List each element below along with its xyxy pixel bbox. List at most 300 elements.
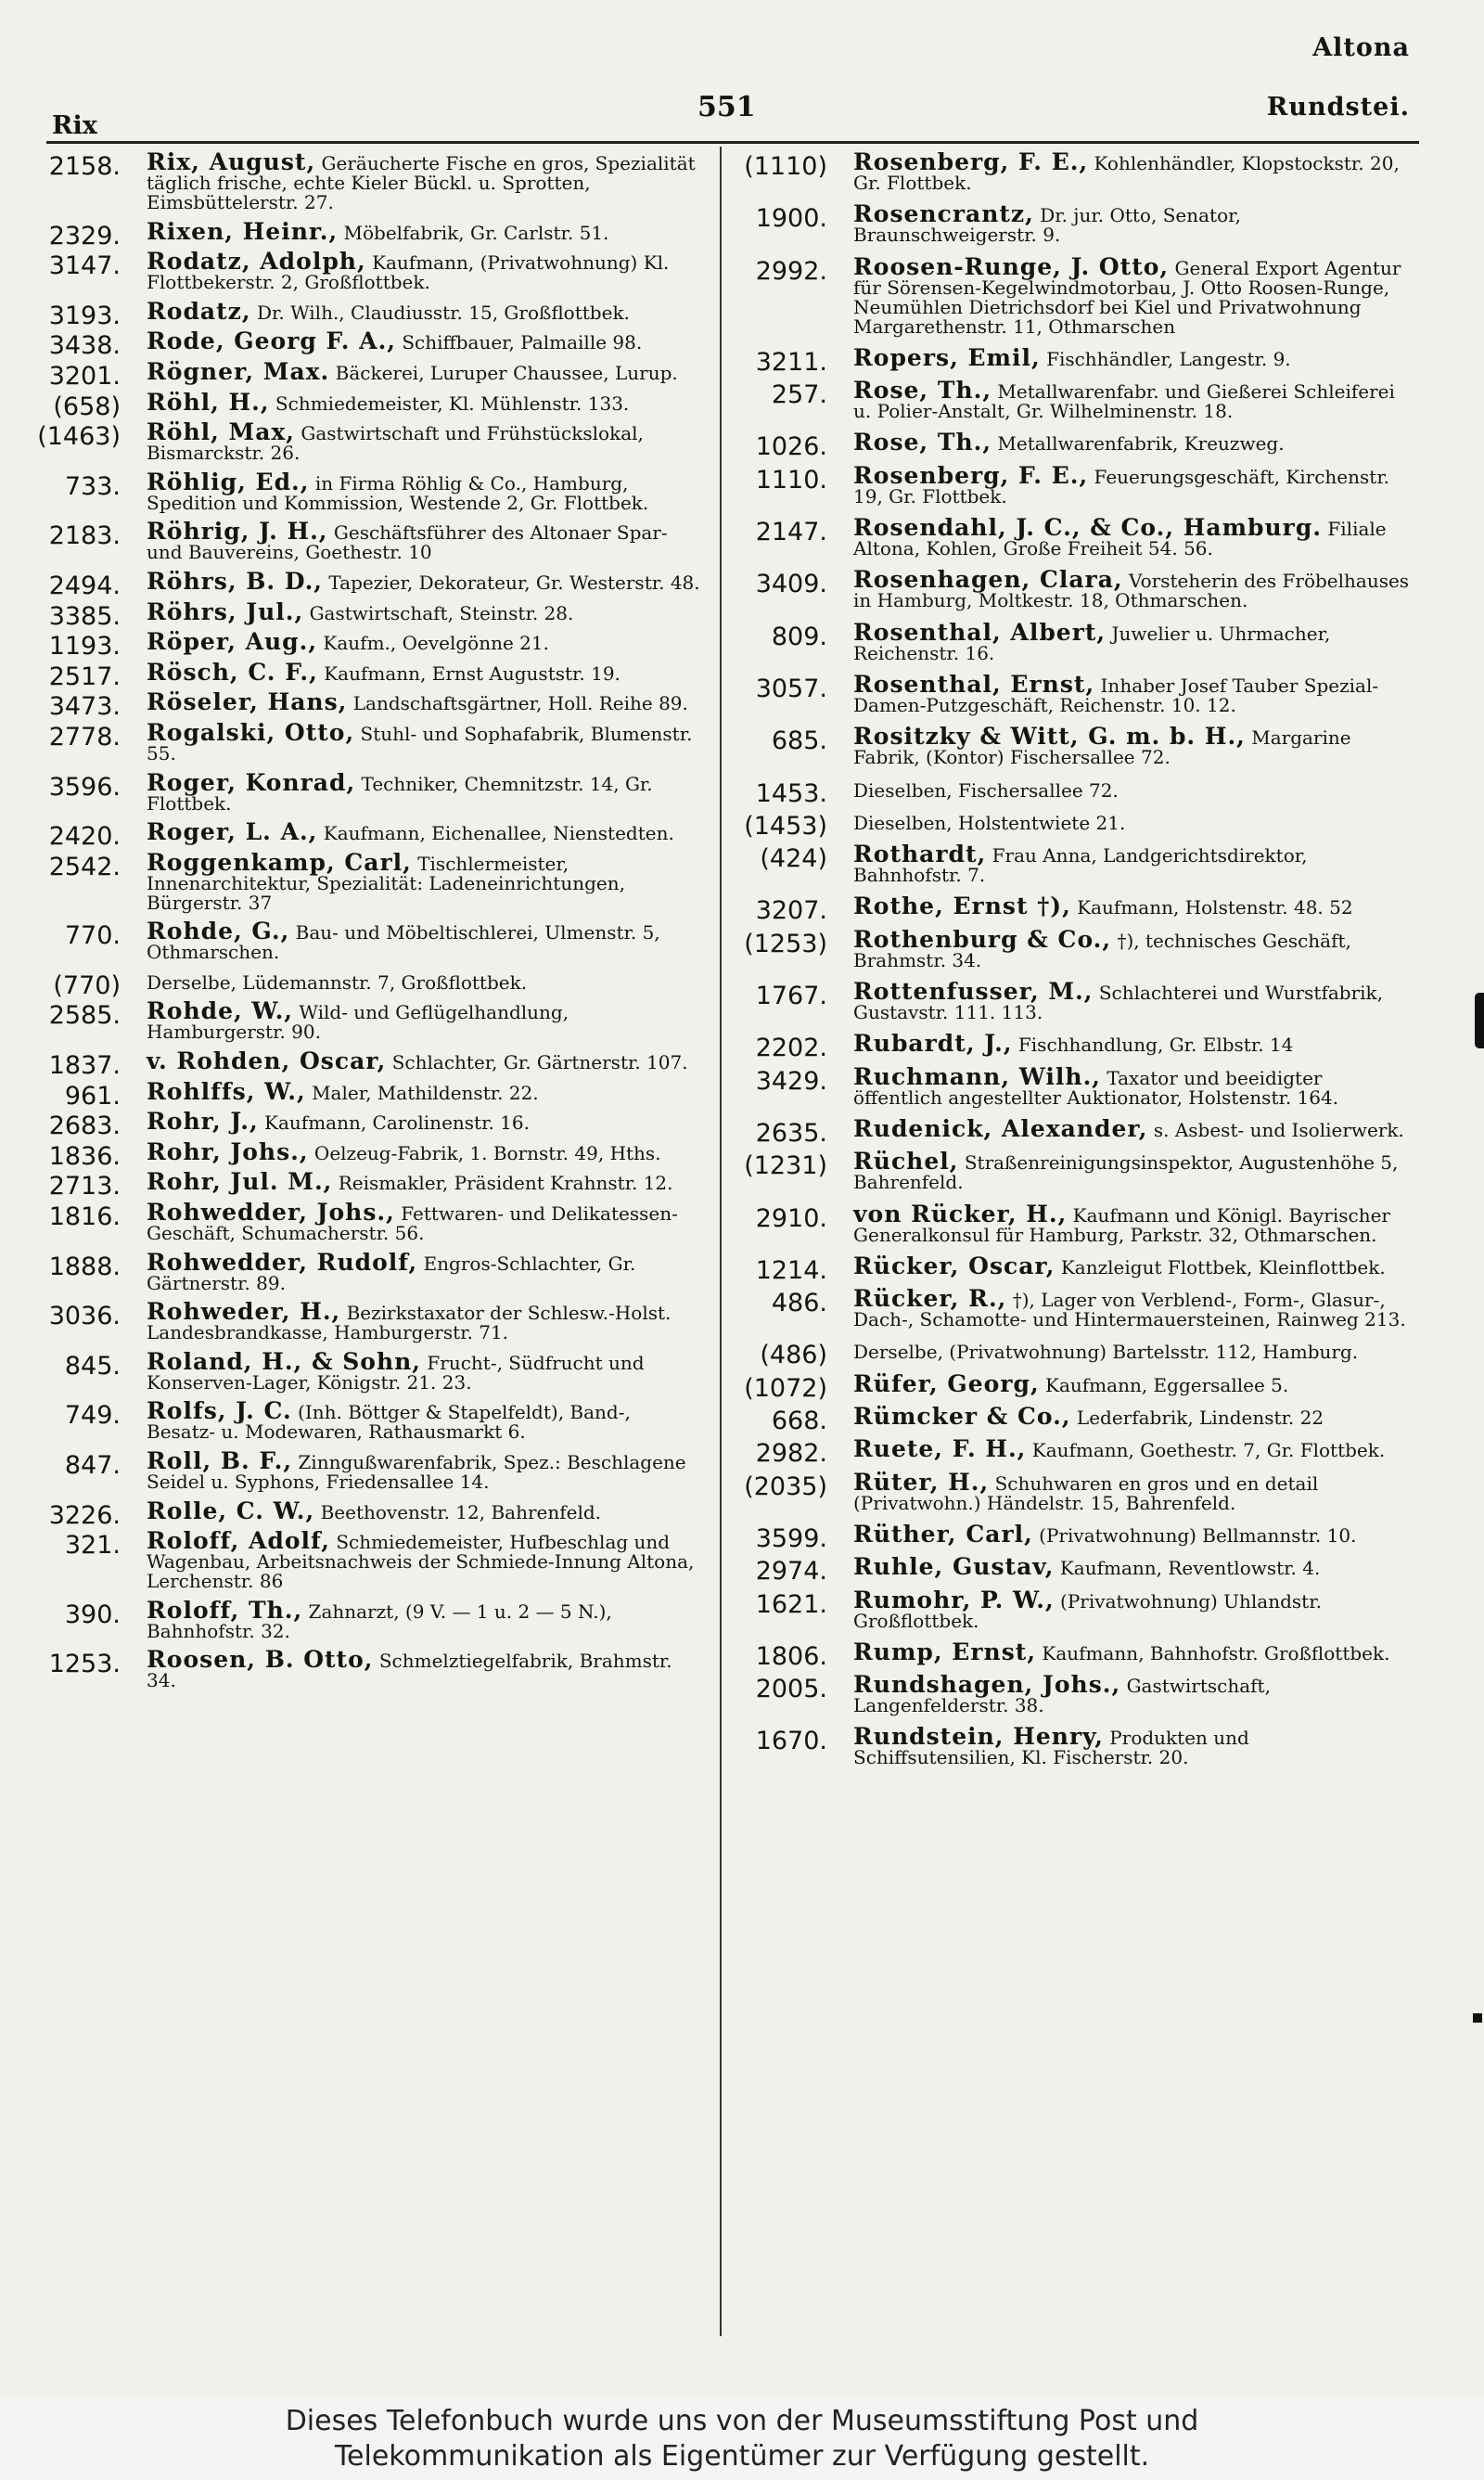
phone-number: 1110. [755,465,827,495]
entry-text [853,1671,1412,1717]
subscriber-name: Röhrig, J. H., [147,518,328,546]
entry-text [147,388,705,416]
phone-number: 3226. [48,1500,121,1530]
phone-number: 2420. [48,822,121,852]
entry-text [853,1468,1412,1514]
subscriber-name: Ruchmann, Wilh., [853,1062,1101,1090]
subscriber-details: Geräucherte Fische en gros, Spezialität täglich frische, echte Kieler Bückl. u. Sprotten, Eimsbüttelerstr. 27. [147,152,696,213]
entry-text [853,1341,1412,1362]
header-page-number: 551 [697,91,756,123]
directory-entry [735,778,1412,808]
subscriber-details: Schuhwaren en gros und en detail (Privatwohn.) Händelstr. 15, Bahrenfeld. [853,1471,1319,1514]
phone-number: 809. [771,622,827,651]
entry-text [853,1586,1412,1632]
directory-entry [735,978,1412,1024]
subscriber-details: Gastwirtschaft, Steinstr. 28. [309,601,574,624]
subscriber-details: Reismakler, Präsident Krahnstr. 12. [338,1172,673,1195]
phone-number: 961. [64,1081,121,1111]
directory-entry [28,1137,705,1171]
phone-number: 3057. [755,674,827,703]
phone-number: 2202. [755,1034,827,1063]
phone-number: 3211. [755,347,827,377]
subscriber-name: Rosendahl, J. C., & Co., Hamburg. [853,514,1323,542]
entry-text [853,1553,1412,1581]
entry-text [147,1047,705,1075]
phone-number: 2683. [48,1112,121,1141]
directory-entry [735,1468,1412,1514]
subscriber-details: Kaufmann, Holstenstr. 48. 52 [1077,896,1353,919]
phone-number: (1231) [744,1151,827,1181]
entry-text [853,1148,1412,1194]
directory-entry [28,768,705,815]
directory-entry [28,628,705,662]
subscriber-details: Fettwaren- und Delikatessen-Geschäft, Schumacherstr. 56. [147,1202,678,1245]
entry-text [147,848,705,914]
subscriber-name: Röhl, H., [147,388,270,416]
subscriber-details: Derselbe, (Privatwohnung) Bartelsstr. 112, Hamburg. [853,1341,1359,1364]
subscriber-details: Metallwarenfabr. und Gießerei Schleiferei u. Polier-Anstalt, Gr. Wilhelminenstr. 18. [853,380,1395,423]
directory-entry [28,518,705,564]
entry-text [853,670,1412,716]
phone-number: 2713. [48,1172,121,1201]
subscriber-details: Wild- und Geflügelhandlung, Hamburgerstr. 90. [147,1001,569,1044]
subscriber-details: Juwelier u. Uhrmacher, Reichenstr. 16. [853,622,1331,664]
directory-entry [28,598,705,631]
phone-number: (770) [53,970,121,1000]
subscriber-name: Rump, Ernst, [853,1638,1037,1665]
directory-entry [28,658,705,691]
directory-entry [28,468,705,514]
directory-entry [735,566,1412,612]
phone-number: 1253. [48,1650,121,1679]
subscriber-details: Geschäftsführer des Altonaer Spar- und Bauvereins, Goethestr. 10 [147,521,668,564]
subscriber-details: Lederfabrik, Lindenstr. 22 [1076,1407,1324,1430]
phone-number: 2147. [755,518,827,547]
subscriber-details: Kaufmann, Carolinenstr. 16. [264,1112,530,1135]
subscriber-details: Landschaftsgärtner, Holl. Reihe 89. [352,692,688,715]
entry-text [147,971,705,993]
subscriber-name: Röhlig, Ed., [147,468,310,495]
subscriber-details: Dieselben, Fischersallee 72. [853,778,1119,802]
directory-entry [735,1435,1412,1469]
subscriber-details: Tapezier, Dekorateur, Gr. Westerstr. 48. [328,571,700,594]
entry-text [147,768,705,815]
phone-number: 749. [64,1401,121,1431]
entry-text [147,818,705,846]
phone-number: 2778. [48,722,121,752]
entry-text [853,1030,1412,1058]
phone-number: 3201. [48,361,121,391]
subscriber-name: Rosencrantz, [853,200,1034,228]
phone-number: 1767. [755,982,827,1011]
entry-text [147,1497,705,1524]
entry-text [147,1077,705,1105]
subscriber-details: Kaufmann, Bahnhofstr. Großflottbek. [1042,1641,1390,1664]
subscriber-name: Rottenfusser, M., [853,978,1094,1006]
entry-text [853,618,1412,664]
directory-entry [28,1047,705,1081]
entry-text [147,1596,705,1642]
phone-number: 2585. [48,1001,121,1031]
subscriber-details: General Export Agentur für Sörensen-Kegelwindmotorbau, J. Otto Roosen-Runge, Neumühlen Dietrichsdorf bei Kiel und Privatwohnung Margarethenstr. 11, Othmarschen [853,256,1401,338]
subscriber-details: Kohlenhändler, Klopstockstr. 20, Gr. Flottbek. [853,152,1400,194]
subscriber-name: Rosenthal, Albert, [853,618,1107,646]
subscriber-details: Dieselben, Holstentwiete 21. [853,811,1126,834]
entry-text [853,200,1412,247]
entry-text [147,598,705,625]
subscriber-details: Kaufmann, Goethestr. 7, Gr. Flottbek. [1031,1439,1386,1462]
directory-entry [735,1341,1412,1370]
entry-text [147,328,705,355]
footer-notice [0,2398,1484,2480]
entry-text [853,1520,1412,1548]
phone-number: 1888. [48,1252,121,1281]
entry-text [147,468,705,514]
subscriber-name: Rohde, G., [147,918,290,945]
subscriber-details: Beethovenstr. 12, Bahrenfeld. [320,1500,602,1523]
directory-entry [735,1723,1412,1769]
subscriber-name: Ruhle, Gustav, [853,1553,1055,1581]
footer-line-1: Dieses Telefonbuch wurde uns von der Museumsstiftung Post und [285,2405,1199,2437]
subscriber-details: Dr. jur. Otto, Senator, Braunschweigerstr. 9. [853,204,1241,247]
directory-entry [735,1586,1412,1632]
entry-text [147,1447,705,1493]
phone-number: (2035) [744,1471,827,1501]
phone-number: (486) [760,1341,827,1370]
entry-text [853,252,1412,338]
entry-text [853,514,1412,560]
entry-text [853,978,1412,1024]
subscriber-details: Inhaber Josef Tauber Spezial-Damen-Putzgeschäft, Reichenstr. 10. 12. [853,674,1379,716]
directory-entry [28,1077,705,1111]
subscriber-name: Rüchel, [853,1148,959,1176]
phone-number: 3207. [755,896,827,926]
subscriber-details: Frucht-, Südfrucht und Konserven-Lager, Königstr. 21. 23. [147,1351,645,1394]
subscriber-name: Rothe, Ernst †), [853,893,1071,920]
entry-text [853,1638,1412,1665]
phone-number: 1837. [48,1051,121,1081]
subscriber-details: in Firma Röhlig & Co., Hamburg, Spedition und Kommission, Westende 2, Gr. Flottbek. [147,471,649,514]
subscriber-name: Rogalski, Otto, [147,718,355,746]
header-region: Altona [1312,33,1410,62]
phone-number: (658) [53,392,121,421]
subscriber-name: Rolle, C. W., [147,1497,315,1524]
entry-text [147,1347,705,1394]
phone-number: 2005. [755,1675,827,1704]
entry-text [147,718,705,765]
directory-entry [28,1397,705,1444]
directory-entry [28,1497,705,1530]
subscriber-name: Rosenhagen, Clara, [853,566,1123,594]
directory-entry [28,1298,705,1344]
directory-entry [735,1638,1412,1671]
directory-entry [735,1671,1412,1717]
entry-text [853,1723,1412,1769]
directory-entry [735,1030,1412,1063]
subscriber-name: Rosenberg, F. E., [853,148,1089,175]
directory-entry [735,1403,1412,1436]
directory-entry [28,567,705,600]
phone-number: 3473. [48,692,121,722]
subscriber-details: Kaufmann, Ernst Auguststr. 19. [324,662,620,685]
directory-entry [735,1520,1412,1553]
margin-mark [1475,993,1484,1048]
subscriber-name: Rodatz, Adolph, [147,248,366,276]
subscriber-name: Rohwedder, Rudolf, [147,1248,418,1276]
phone-number: (1463) [37,422,121,452]
subscriber-name: Rundstein, Henry, [853,1723,1104,1751]
entry-text [147,658,705,686]
subscriber-name: Rositzky & Witt, G. m. b. H., [853,723,1246,751]
subscriber-details: Gastwirtschaft, Langenfelderstr. 38. [853,1675,1271,1717]
phone-number: 770. [64,921,121,951]
entry-text [853,1062,1412,1109]
subscriber-details: Kaufmann, Eichenallee, Nienstedten. [323,822,674,845]
subscriber-name: Roger, Konrad, [147,768,356,796]
entry-text [147,217,705,245]
subscriber-name: Rosenberg, F. E., [853,461,1089,489]
phone-number: 1193. [48,632,121,662]
subscriber-details: (Privatwohnung) Uhlandstr. Großflottbek. [853,1589,1322,1632]
entry-text [853,723,1412,769]
subscriber-name: Röhrs, Jul., [147,598,304,625]
subscriber-name: v. Rohden, Oscar, [147,1047,387,1075]
phone-number: 390. [64,1600,121,1629]
phone-number: (1453) [744,811,827,841]
phone-number: 2992. [755,256,827,286]
directory-entry [735,1062,1412,1109]
subscriber-name: Rode, Georg F. A., [147,328,396,355]
entry-text [853,1285,1412,1331]
directory-entry [735,1114,1412,1148]
directory-entry [28,1596,705,1642]
subscriber-details: Bau- und Möbeltischlerei, Ulmenstr. 5, Othmarschen. [147,921,660,964]
subscriber-details: Kaufm., Oevelgönne 21. [323,632,549,655]
entry-text [147,418,705,465]
subscriber-details: †), Lager von Verblend-, Form-, Glasur-, Dach-, Schamotte- und Hintermauersteinen, Rainweg 213. [853,1289,1406,1331]
subscriber-name: Roosen, B. Otto, [147,1646,374,1674]
directory-entry [735,252,1412,338]
phone-number: 2974. [755,1557,827,1587]
directory-entry [28,248,705,294]
directory-entry [735,841,1412,887]
phone-number: 257. [771,380,827,410]
phone-number: 1900. [755,204,827,234]
subscriber-name: Rix, August, [147,148,316,175]
subscriber-details: Zinngußwarenfabrik, Spez.: Beschlagene Seidel u. Syphons, Friedensallee 14. [147,1451,686,1493]
subscriber-name: Ruete, F. H., [853,1435,1027,1463]
subscriber-name: Roosen-Runge, J. Otto, [853,252,1170,280]
subscriber-details: Derselbe, Lüdemannstr. 7, Großflottbek. [147,970,528,994]
phone-number: 3438. [48,331,121,361]
subscriber-details: Taxator und beeidigter öffentlich angestellter Auktionator, Holstenstr. 164. [853,1066,1339,1109]
entry-text [853,461,1412,508]
entry-text [147,148,705,213]
phone-number: 3147. [48,251,121,281]
column-divider [720,147,722,2336]
subscriber-details: Metallwarenfabrik, Kreuzweg. [997,432,1285,456]
phone-number: 3036. [48,1302,121,1331]
phone-number: 668. [771,1407,827,1436]
subscriber-name: Rothardt, [853,841,987,868]
directory-entry [735,1252,1412,1285]
entry-text [853,1369,1412,1397]
subscriber-name: Roger, L. A., [147,818,318,846]
subscriber-name: Rundshagen, Johs., [853,1671,1121,1699]
subscriber-name: Rubardt, J., [853,1030,1013,1058]
phone-number: 1453. [755,778,827,808]
phone-number: 3193. [48,301,121,330]
subscriber-details: Schiffbauer, Palmaille 98. [402,331,643,354]
subscriber-details: Produkten und Schiffsutensilien, Kl. Fischerstr. 20. [853,1727,1249,1769]
phone-number: 845. [64,1351,121,1381]
directory-entry [735,429,1412,462]
phone-number: 2517. [48,662,121,691]
directory-entry [735,514,1412,560]
subscriber-name: Rodatz, [147,297,251,325]
subscriber-name: Rümcker & Co., [853,1403,1071,1431]
directory-entry [28,388,705,421]
subscriber-name: Roland, H., & Sohn, [147,1347,422,1375]
directory-entry [28,1527,705,1593]
entry-text [853,841,1412,887]
left-column [28,148,705,1700]
phone-number: 1026. [755,432,827,462]
entry-text [147,628,705,656]
phone-number: 685. [771,726,827,756]
directory-entry [28,1199,705,1245]
header-right-guide-word: Rundstei. [1266,93,1410,122]
entry-text [853,1403,1412,1431]
subscriber-details: Bäckerei, Luruper Chaussee, Lurup. [335,361,678,384]
entry-text [853,1435,1412,1463]
entry-text [853,148,1412,194]
phone-number: 1670. [755,1727,827,1756]
phone-number: (1072) [744,1373,827,1403]
subscriber-details: Oelzeug-Fabrik, 1. Bornstr. 49, Hths. [313,1141,661,1164]
phone-number: 2542. [48,852,121,881]
entry-text [853,779,1412,801]
phone-number: 2635. [755,1118,827,1148]
subscriber-name: Röhrs, B. D., [147,567,324,595]
subscriber-name: Rose, Th., [853,429,992,456]
phone-number: 3409. [755,570,827,599]
subscriber-details: †), technisches Geschäft, Brahmstr. 34. [853,929,1351,971]
phone-number: 1621. [755,1589,827,1619]
subscriber-name: Rudenick, Alexander, [853,1114,1148,1142]
subscriber-details: Techniker, Chemnitzstr. 14, Gr. Flottbek. [147,772,653,815]
entry-text [147,1527,705,1593]
subscriber-details: Schlachter, Gr. Gärtnerstr. 107. [391,1051,688,1074]
subscriber-name: Rücker, R., [853,1285,1007,1313]
phone-number: 1214. [755,1255,827,1285]
subscriber-name: Rösch, C. F., [147,658,318,686]
subscriber-details: Tischlermeister, Innenarchitektur, Spezialität: Ladeneinrichtungen, Bürgerstr. 37 [147,852,625,914]
subscriber-details: Kaufmann, (Privatwohnung) Kl. Flottbekerstr. 2, Großflottbek. [147,251,670,294]
subscriber-details: Kanzleigut Flottbek, Kleinflottbek. [1060,1255,1386,1279]
subscriber-details: Fischhandlung, Gr. Elbstr. 14 [1017,1034,1294,1057]
subscriber-details: Stuhl- und Sophafabrik, Blumenstr. 55. [147,722,693,765]
directory-entry [28,818,705,852]
subscriber-name: Rolfs, J. C. [147,1397,292,1425]
directory-entry [735,377,1412,423]
subscriber-details: s. Asbest- und Isolierwerk. [1153,1118,1404,1141]
phone-number: 3599. [755,1523,827,1553]
subscriber-name: Roll, B. F., [147,1447,293,1474]
phone-number: (424) [760,844,827,874]
subscriber-name: Rixen, Heinr., [147,217,339,245]
subscriber-details: Kaufmann und Königl. Bayrischer Generalkonsul für Hamburg, Parkstr. 32, Othmarschen. [853,1203,1390,1246]
subscriber-details: Gastwirtschaft und Frühstückslokal, Bismarckstr. 26. [147,422,644,465]
subscriber-details: Bezirkstaxator der Schlesw.-Holst. Landesbrandkasse, Hamburgerstr. 71. [147,1302,672,1344]
subscriber-name: Rohde, W., [147,997,294,1025]
directory-entry [735,618,1412,664]
directory-entry [735,925,1412,971]
subscriber-name: Rohr, Jul. M., [147,1168,333,1196]
subscriber-name: Röseler, Hans, [147,688,348,716]
entry-text [853,925,1412,971]
directory-entry [735,461,1412,508]
margin-dot [1473,2013,1482,2023]
subscriber-name: Rumohr, P. W., [853,1586,1055,1613]
subscriber-name: von Rücker, H., [853,1200,1068,1227]
subscriber-details: Schmelztiegelfabrik, Brahmstr. 34. [147,1650,672,1692]
phone-number: 486. [771,1289,827,1318]
subscriber-details: Zahnarzt, (9 V. — 1 u. 2 — 5 N.), Bahnhofstr. 32. [147,1600,612,1642]
directory-entry [28,1347,705,1394]
directory-entry [28,297,705,330]
subscriber-name: Rohwedder, Johs., [147,1199,395,1227]
phone-number: 2329. [48,221,121,251]
phone-number: 847. [64,1451,121,1480]
entry-text [147,1108,705,1136]
directory-entry [28,328,705,361]
entry-text [853,343,1412,371]
directory-entry [735,200,1412,247]
subscriber-name: Rohr, Johs., [147,1137,309,1165]
directory-entry [735,1369,1412,1403]
subscriber-name: Rüther, Carl, [853,1520,1033,1548]
subscriber-details: Fischhändler, Langestr. 9. [1046,347,1291,370]
directory-entry [735,1148,1412,1194]
directory-entry [28,997,705,1044]
subscriber-details: Schlachterei und Wurstfabrik, Gustavstr. 111. 113. [853,982,1384,1024]
entry-text [853,377,1412,423]
directory-entry [28,1248,705,1294]
phone-number: 321. [64,1531,121,1561]
subscriber-details: Kaufmann, Reventlowstr. 4. [1059,1557,1321,1580]
subscriber-name: Rosenthal, Ernst, [853,670,1095,698]
entry-text [147,1199,705,1245]
phone-number: 3385. [48,601,121,631]
directory-entry [735,1200,1412,1246]
entry-text [147,688,705,716]
entry-text [147,997,705,1044]
entry-text [147,297,705,325]
directory-entry [735,1285,1412,1331]
subscriber-details: Möbelfabrik, Gr. Carlstr. 51. [343,221,609,244]
subscriber-name: Rüter, H., [853,1468,990,1496]
entry-text [147,248,705,294]
phone-number: 2183. [48,521,121,551]
subscriber-name: Rohweder, H., [147,1298,341,1326]
subscriber-details: Maler, Mathildenstr. 22. [312,1081,539,1104]
directory-entry [28,418,705,465]
directory-entry [735,148,1412,194]
subscriber-name: Rohr, J., [147,1108,259,1136]
subscriber-name: Rohlffs, W., [147,1077,306,1105]
subscriber-details: Feuerungsgeschäft, Kirchenstr. 19, Gr. Flottbek. [853,465,1390,508]
